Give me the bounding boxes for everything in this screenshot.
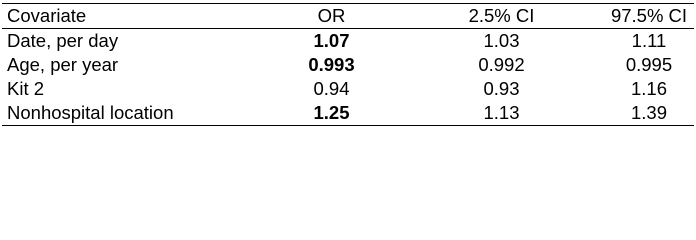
or-cell: 0.993 — [308, 53, 355, 75]
or-cell: 0.94 — [313, 77, 350, 99]
covariate-cell: Nonhospital location — [7, 101, 174, 123]
odds-ratio-table-container — [2, 3, 694, 126]
table-row — [2, 101, 694, 126]
covariate-cell: Date, per day — [7, 29, 119, 51]
header-covariate: Covariate — [7, 4, 87, 26]
ci-low-cell: 0.93 — [483, 77, 520, 99]
header-or: OR — [317, 4, 346, 26]
header-ci-low: 2.5% CI — [468, 4, 535, 26]
covariate-cell: Age, per year — [7, 53, 119, 75]
or-cell: 1.07 — [313, 29, 350, 51]
ci-high-cell: 1.16 — [630, 77, 667, 99]
or-cell: 1.25 — [313, 101, 350, 123]
table-header-row — [2, 4, 694, 29]
table-row — [2, 53, 694, 77]
ci-high-cell: 1.11 — [631, 29, 667, 51]
table-row — [2, 77, 694, 101]
ci-low-cell: 0.992 — [478, 53, 525, 75]
table-row — [2, 29, 694, 54]
ci-low-cell: 1.13 — [483, 101, 520, 123]
covariate-cell: Kit 2 — [7, 77, 45, 99]
ci-low-cell: 1.03 — [483, 29, 520, 51]
odds-ratio-table — [2, 3, 694, 126]
header-ci-high: 97.5% CI — [610, 4, 688, 26]
ci-high-cell: 0.995 — [625, 53, 673, 75]
ci-high-cell: 1.39 — [630, 101, 667, 123]
